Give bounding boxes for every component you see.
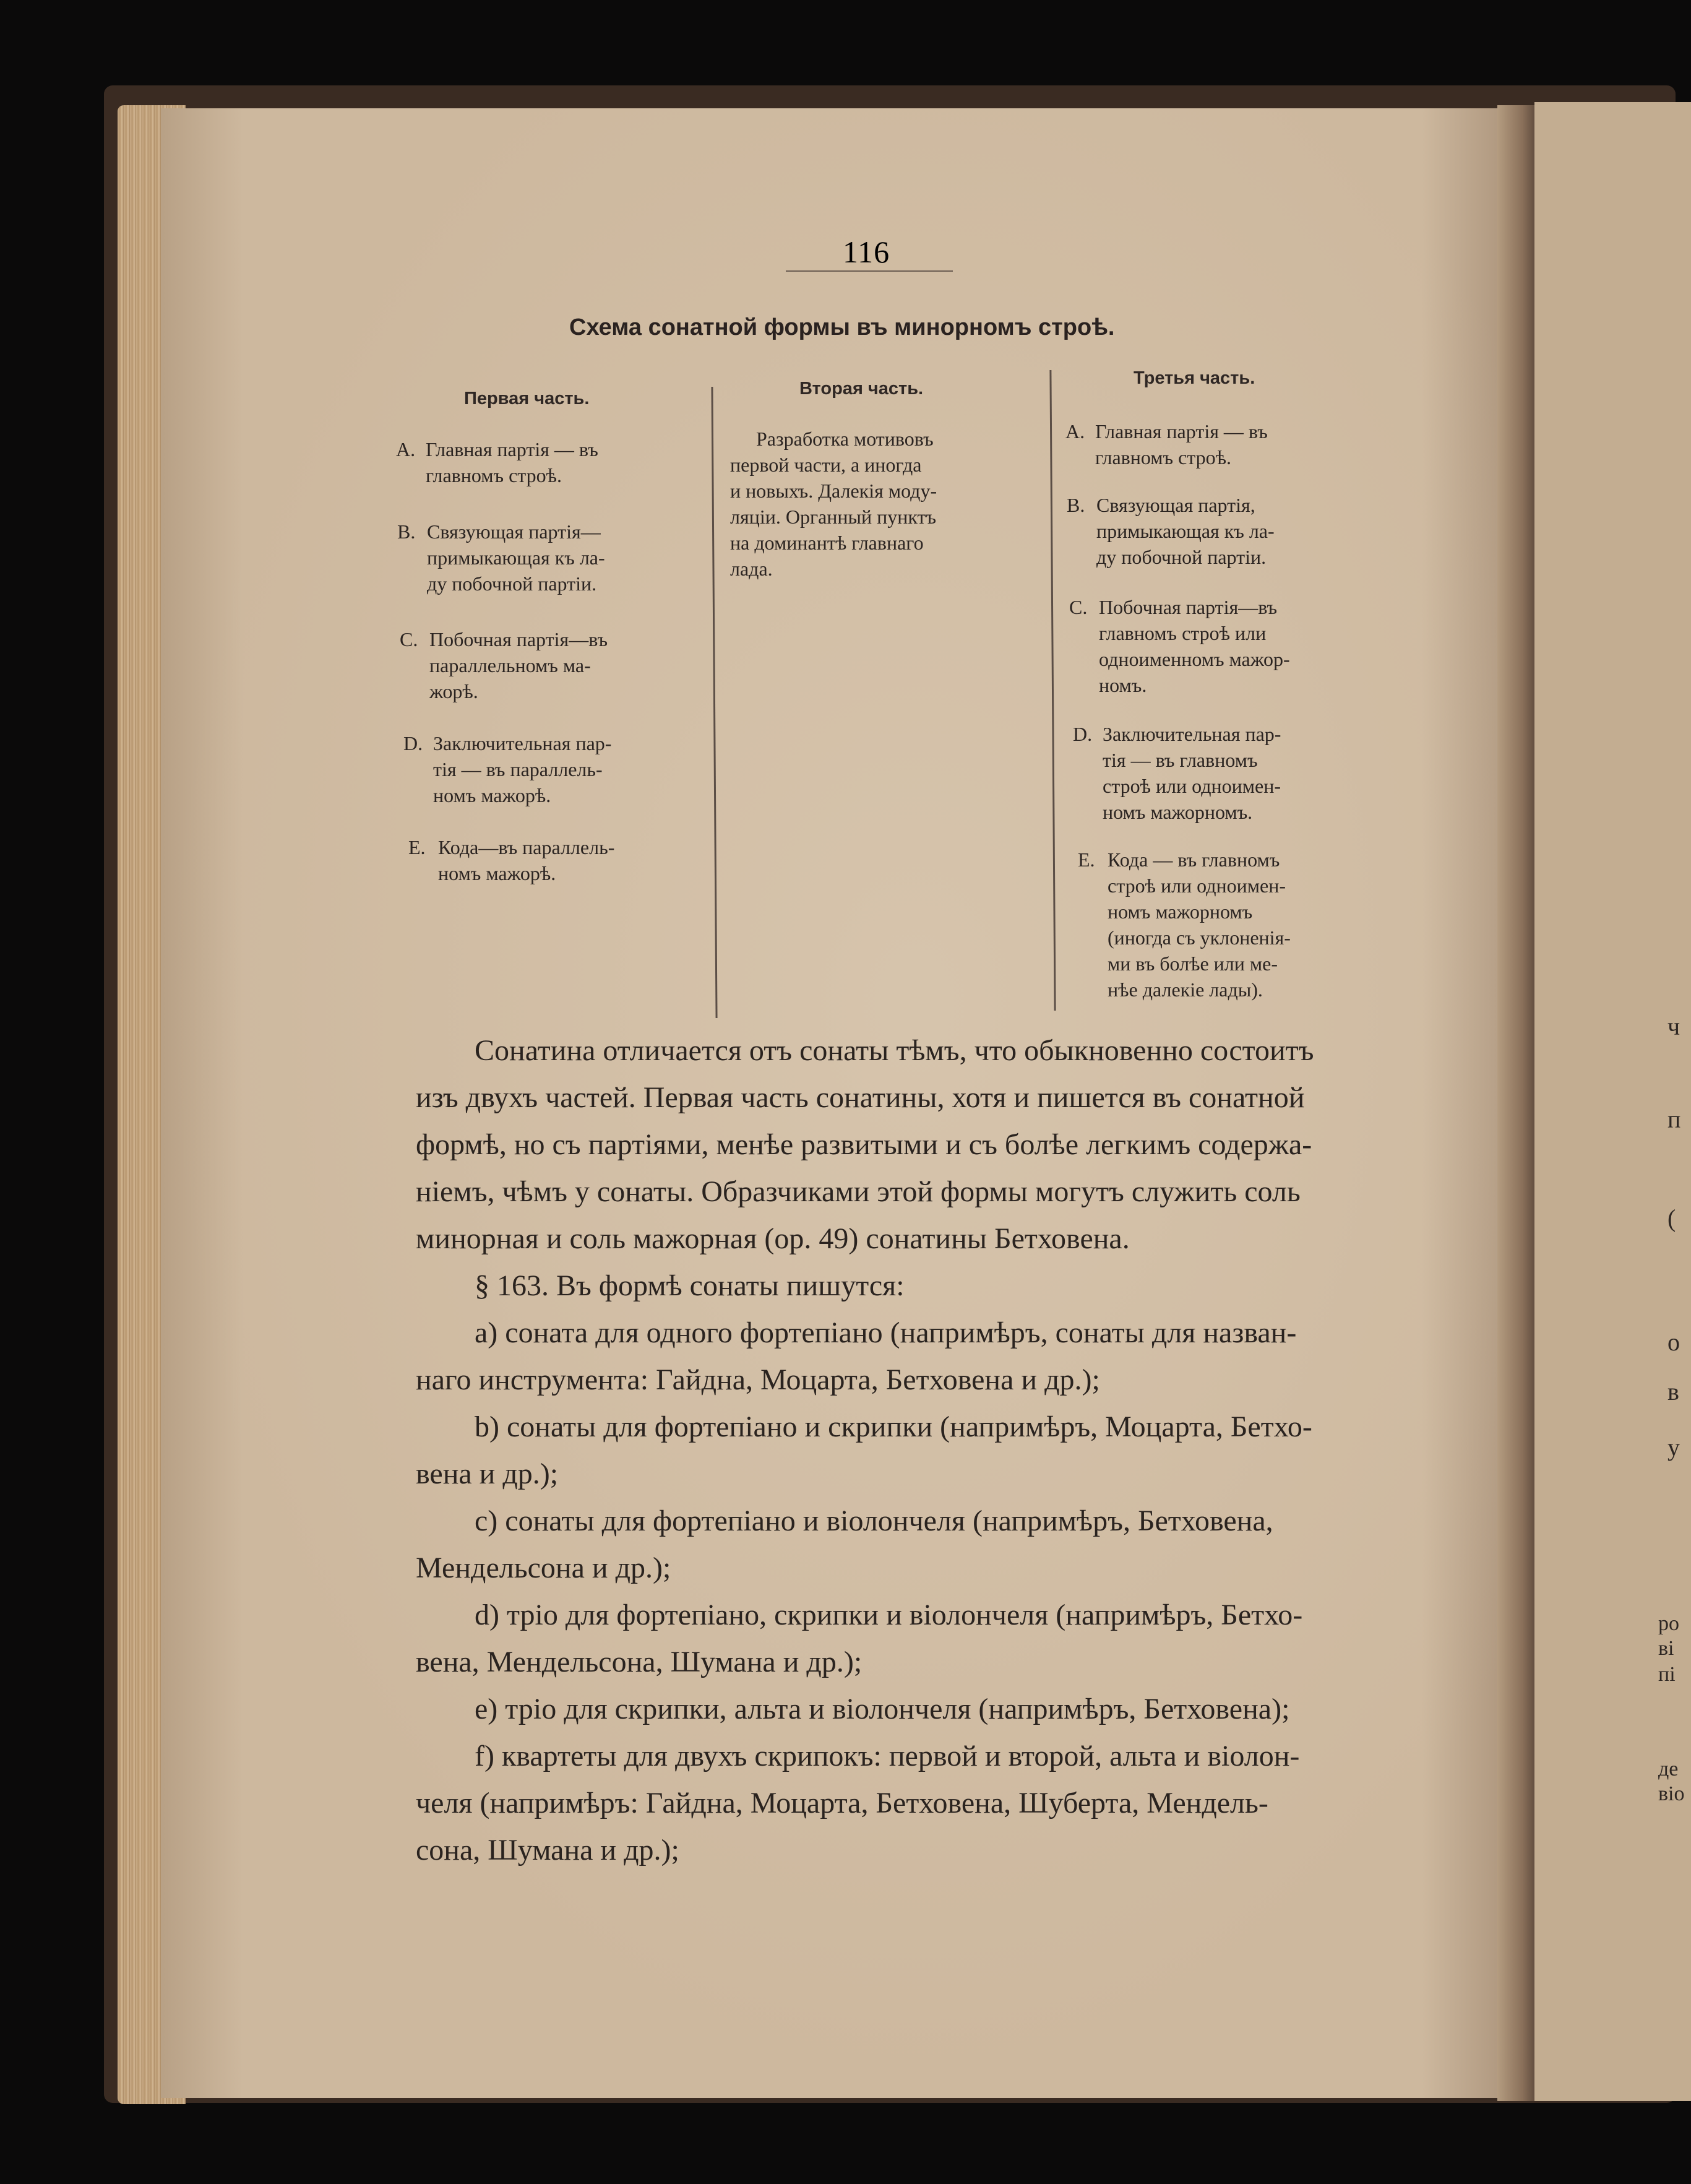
list-item: d) тріо для фортепіано, скрипки и віолончеля (напримѣръ, Бетхо-	[475, 1599, 1303, 1631]
list-item-continuation: вена и др.);	[416, 1457, 559, 1490]
list-item-continuation: вена, Мендельсона, Шумана и др.);	[416, 1646, 863, 1678]
paragraph-line: ніемъ, чѣмъ у сонаты. Образчиками этой формы могутъ служить соль	[416, 1175, 1301, 1208]
fragment-text: у	[1667, 1433, 1680, 1461]
section-heading: § 163. Въ формѣ сонаты пишутся:	[475, 1269, 905, 1302]
entry-first-B: B. Связующая партія— примыкающая къ ла- ду побочной партіи.	[397, 520, 605, 595]
schema-title: Схема сонатной формы въ минорномъ строѣ.	[569, 314, 1115, 340]
body-text	[416, 1027, 1387, 1874]
fragment-text: де	[1658, 1758, 1679, 1780]
entry-third-A: A. Главная партія — въ главномъ строѣ.	[1065, 420, 1268, 468]
list-item: e) тріо для скрипки, альта и віолончеля (напримѣръ, Бетховена);	[475, 1693, 1290, 1725]
paragraph-line: изъ двухъ частей. Первая часть сонатины, хотя и пишется въ сонатной	[416, 1081, 1305, 1114]
column-heading-second: Вторая часть.	[799, 379, 924, 399]
paragraph-line: минорная и соль мажорная (ор. 49) сонатины Бетховена.	[416, 1222, 1130, 1255]
entry-first-E: E. Кода—въ параллель- номъ мажорѣ.	[408, 836, 615, 884]
entry-second: Разработка мотивовъ первой части, а иногда и новыхъ. Далекія моду- ляціи. Органный пунктъ на доминантѣ главнаго лада.	[730, 428, 937, 580]
fragment-text: віо	[1658, 1782, 1685, 1805]
fragment-text: ро	[1658, 1612, 1679, 1635]
list-item: f) квартеты для двухъ скрипокъ: первой и второй, альта и віолон-	[475, 1740, 1300, 1772]
list-item: c) сонаты для фортепіано и віолончеля (напримѣръ, Бетховена,	[475, 1504, 1273, 1537]
fragment-text: в	[1667, 1378, 1679, 1405]
fragment-text: пі	[1658, 1663, 1676, 1686]
entry-third-C: C. Побочная партія—въ главномъ строѣ или одноименномъ мажор- номъ.	[1069, 596, 1290, 696]
paragraph-line: формѣ, но съ партіями, менѣе развитыми и съ болѣе легкимъ содержа-	[416, 1128, 1312, 1161]
right-page-fragment	[1534, 102, 1691, 2101]
entry-first-A: A. Главная партія — въ главномъ строѣ.	[396, 438, 598, 486]
header-rule	[786, 270, 953, 272]
entry-first-C: C. Побочная партія—въ параллельномъ ма- жорѣ.	[400, 628, 608, 702]
entry-third-D: D. Заключительная пар- тія — въ главномъ строѣ или одноимен- номъ мажорномъ.	[1073, 723, 1281, 823]
fragment-text: (	[1667, 1204, 1676, 1232]
list-item-continuation: челя (напримѣръ: Гайдна, Моцарта, Бетховена, Шуберта, Мендель-	[416, 1787, 1268, 1819]
page-number: 116	[843, 235, 890, 269]
list-item: a) соната для одного фортепіано (напримѣръ, сонаты для назван-	[475, 1316, 1297, 1349]
fragment-text: ві	[1658, 1637, 1674, 1660]
entry-first-D: D. Заключительная пар- тія — въ параллель- номъ мажорѣ.	[403, 732, 612, 806]
column-heading-third: Третья часть.	[1134, 368, 1255, 388]
paragraph-line: Сонатина отличается отъ сонаты тѣмъ, что обыкновенно состоитъ	[475, 1034, 1314, 1067]
list-item-continuation: сона, Шумана и др.);	[416, 1834, 679, 1867]
fragment-text: п	[1667, 1105, 1681, 1133]
list-item-continuation: наго инструмента: Гайдна, Моцарта, Бетховена и др.);	[416, 1363, 1100, 1396]
fragment-text: о	[1667, 1328, 1680, 1356]
list-item-continuation: Мендельсона и др.);	[416, 1552, 671, 1584]
list-item: b) сонаты для фортепіано и скрипки (напримѣръ, Моцарта, Бетхо-	[475, 1410, 1312, 1443]
column-heading-first: Первая часть.	[464, 389, 590, 408]
entry-third-B: B. Связующая партія, примыкающая къ ла- ду побочной партіи.	[1067, 494, 1275, 568]
entry-third-E: E. Кода — въ главномъ строѣ или одноимен- номъ мажорномъ (иногда съ уклоненія- ми въ болѣе или ме- нѣе далекіе лады).	[1078, 848, 1291, 1001]
fragment-text: ч	[1667, 1012, 1680, 1040]
